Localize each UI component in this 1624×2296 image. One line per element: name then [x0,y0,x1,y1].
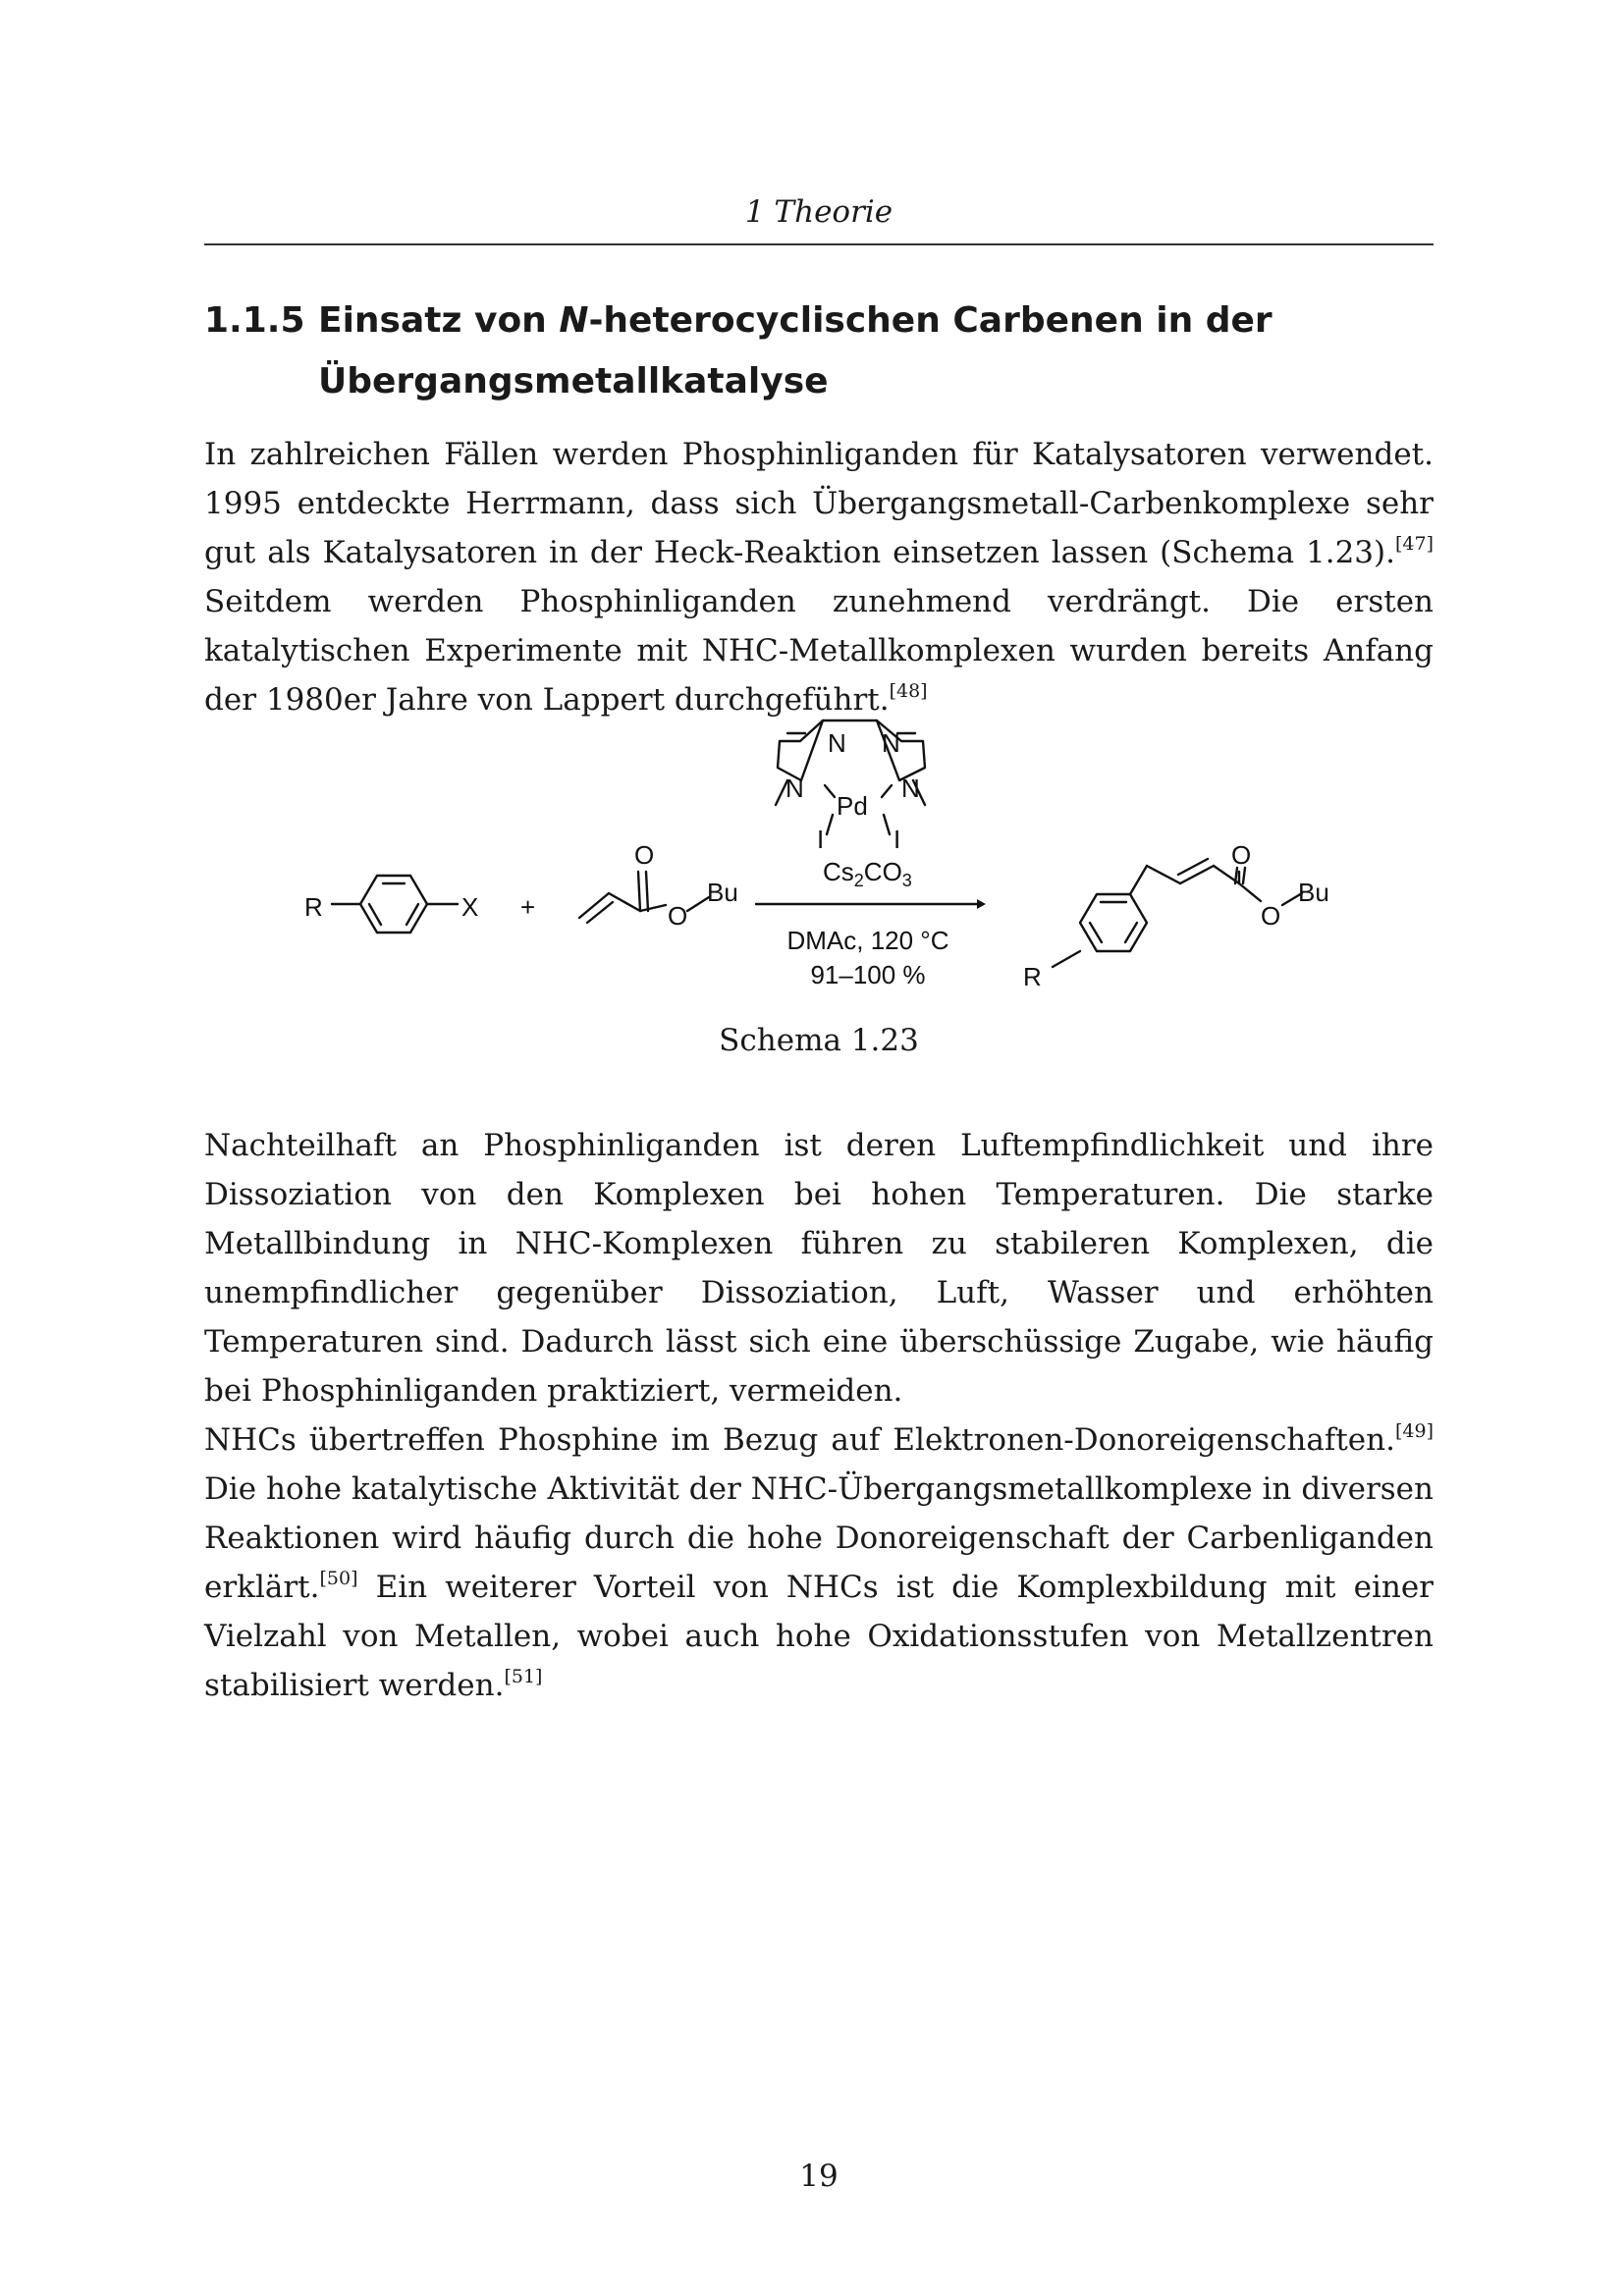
citation-47[interactable]: [47] [1394,533,1434,555]
acrylate-ester-o: O [668,901,688,931]
section-title-line1-post: -heterocyclischen Carbenen in der [588,300,1272,341]
complex-iodide-right: I [893,825,901,854]
complex-n-bottom-right: N [901,774,920,803]
product-r-label: R [1023,962,1042,991]
section-title-line1-pre: Einsatz von [318,300,560,341]
base-label: $Cs_2CO_3$ [823,857,912,890]
complex-n-top-left: N [828,728,846,758]
page-number: 19 [799,2159,839,2194]
arrow-head [977,899,986,909]
paragraph-disadvantages: Nachteilhaft an Phosphinliganden ist deren Luftempfindlichkeit und ihre Dissoziation von den Komplexen bei hohen Temperaturen. Die starke Metallbindung in NHC-Komplexen führen zu stabileren Komplexen, die unempfindlicher gegenüber Dissoziation, Luft, Wasser und erhöhten Temperaturen sind. Dadurch lässt sich eine überschüssige Zugabe, wie häufig bei Phosphinliganden praktiziert, vermeiden. [204,1128,1434,1409]
complex-n-bottom-left: N [785,774,804,803]
reactant-r-label: R [304,892,323,922]
p3-text-a: NHCs übertreffen Phosphine im Bezug auf Elektronen-Donoreigenschaften. [204,1422,1395,1458]
product-bu: Bu [1298,878,1329,907]
acrylate-bu: Bu [707,878,738,907]
product-cinnamate-chain [1147,859,1302,905]
complex-n-top-right: N [882,728,900,758]
section-title-line2: Übergangsmetallkatalyse [318,361,829,401]
section-title-italic-n: N [559,300,589,341]
product-ester-o: O [1261,901,1281,931]
plus-sign: + [520,892,536,922]
p1-text-b: Seitdem werden Phosphinliganden zunehmend verdrängt. Die ersten katalytischen Experimente mit NHC-Metallkomplexen wurden bereits Anfang der 1980er Jahre von Lappert durchgeführt. [204,584,1434,718]
complex-iodide-left: I [817,825,825,854]
conditions-solvent-temp: DMAc, 120 °C [786,926,949,955]
section-number: 1.1.5 [204,300,305,341]
p3-text-b: Die hohe katalytische Aktivität der NHC-Übergangsmetallkomplexe in diversen Reaktionen wird häufig durch die hohe Donoreigenschaft der Carbenliganden erklärt. [204,1471,1434,1605]
reactant-benzene-ring [332,876,458,933]
p1-text-a: In zahlreichen Fällen werden Phosphinliganden für Katalysatoren verwendet. 1995 entdeckte Herrmann, dass sich Übergangsmetall-Carbenkomplexe sehr gut als Katalysatoren in der Heck-Reaktion einsetzen lassen (Schema 1.23). [204,437,1434,570]
citation-50[interactable]: [50] [319,1568,358,1589]
acrylate-carbonyl-o: O [634,840,655,870]
citation-48[interactable]: [48] [889,680,928,702]
paragraph-nhc-properties [204,1415,1434,1710]
scheme-caption: Schema 1.23 [719,1023,919,1058]
reaction-scheme [0,0,1624,1001]
conditions-yield: 91–100 % [810,960,926,989]
citation-51[interactable]: [51] [504,1666,543,1687]
p3-text-c: Ein weiterer Vorteil von NHCs ist die Komplexbildung mit einer Vielzahl von Metallen, wobei auch hohe Oxidationsstufen von Metallzentren stabilisiert werden. [204,1570,1434,1703]
product-carbonyl-o: O [1231,840,1252,870]
product-benzene-ring [1053,866,1147,967]
complex-pd: Pd [837,791,868,821]
butyl-acrylate-structure [579,872,709,923]
reactant-x-label: X [461,892,479,922]
citation-49[interactable]: [49] [1394,1420,1434,1442]
running-header: 1 Theorie [744,194,893,230]
